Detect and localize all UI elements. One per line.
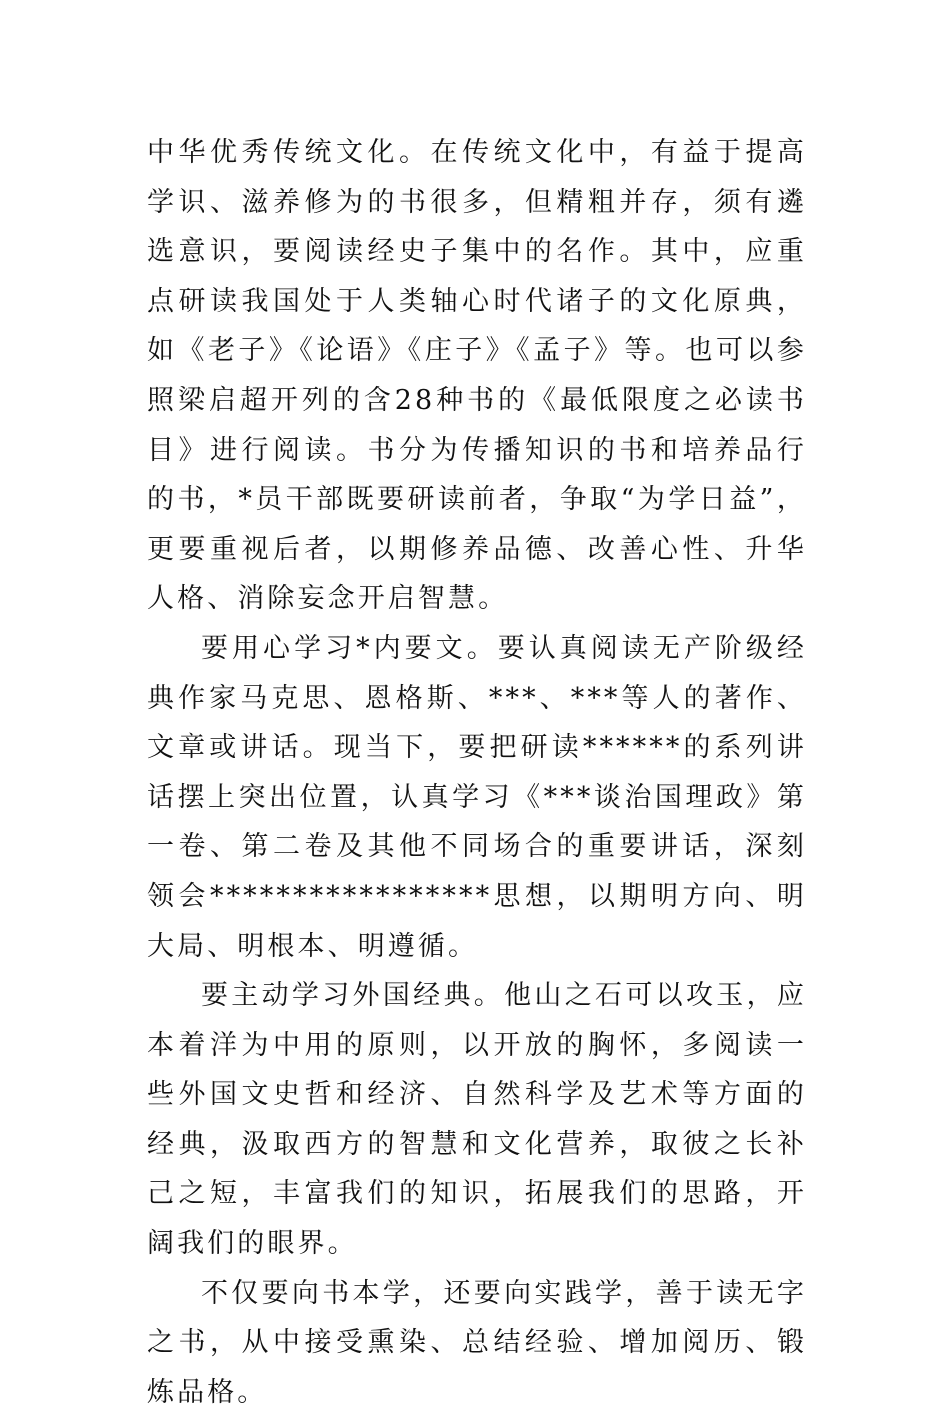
paragraph-practice-learning: 不仅要向书本学，还要向实践学，善于读无字之书，从中接受熏染、总结经验、增加阅历、锻炼品格。 <box>147 1277 807 1408</box>
document-body <box>147 128 807 1417</box>
paragraph-party-documents: 要用心学习*内要文。要认真阅读无产阶级经典作家马克思、恩格斯、***、***等人的著作、文章或讲话。现当下，要把研读******的系列讲话摆上突出位置，认真学习《***谈治国理政》第一卷、第二卷及其他不同场合的重要讲话，深刻领会*****************思想，以期明方向、明大局、明根本、明遵循。 <box>147 632 807 962</box>
paragraph-traditional-culture: 中华优秀传统文化。在传统文化中，有益于提高学识、滋养修为的书很多，但精粗并存，须有遴选意识，要阅读经史子集中的名作。其中，应重点研读我国处于人类轴心时代诸子的文化原典，如《老子》《论语》《庄子》《孟子》等。也可以参照梁启超开列的含28种书的《最低限度之必读书目》进行阅读。书分为传播知识的书和培养品行的书，*员干部既要研读前者，争取“为学日益”，更要重视后者，以期修养品德、改善心性、升华人格、消除妄念开启智慧。 <box>147 137 807 615</box>
paragraph-foreign-classics: 要主动学习外国经典。他山之石可以攻玉，应本着洋为中用的原则，以开放的胸怀，多阅读一些外国文史哲和经济、自然科学及艺术等方面的经典，汲取西方的智慧和文化营养，取彼之长补己之短，丰富我们的知识，拓展我们的思路，开阔我们的眼界。 <box>147 980 807 1260</box>
